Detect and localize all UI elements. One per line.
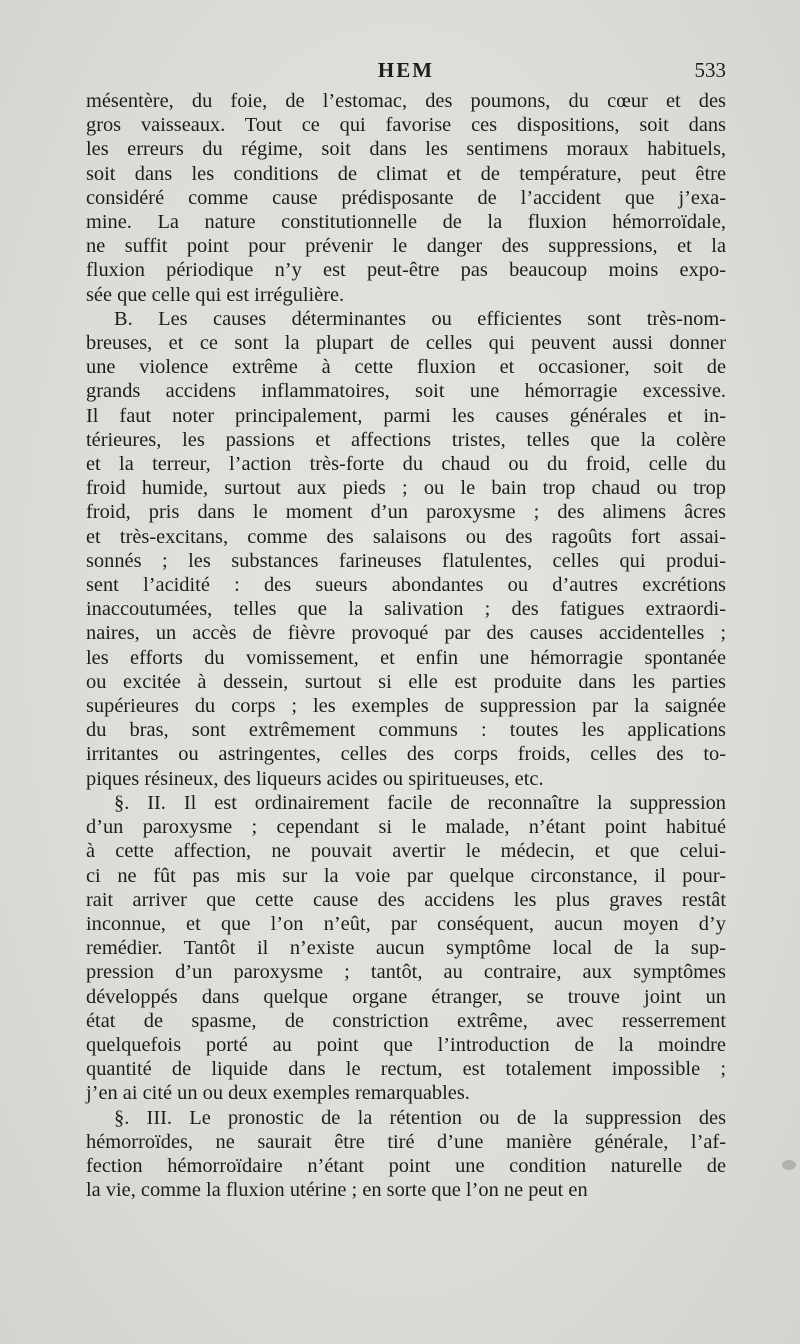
text-line: sée que celle qui est irrégulière. [86, 283, 345, 306]
text-line: remédier. Tantôt il n’existe aucun symptôme local de la sup- [86, 937, 726, 960]
text-line: grands accidens inflammatoires, soit une hémorragie excessive. [86, 380, 726, 403]
text-line: rait arriver que cette cause des accidens les plus graves restât [86, 888, 726, 911]
text-line: ou excitée à dessein, surtout si elle est produite dans les parties [86, 670, 726, 693]
text-line: et très-excitans, comme des salaisons ou des ragoûts fort assai- [86, 525, 726, 548]
text-line: gros vaisseaux. Tout ce qui favorise ces dispositions, soit dans [86, 114, 726, 137]
paragraph [86, 791, 726, 1106]
text-line: irritantes ou astringentes, celles des corps froids, celles des to- [86, 743, 726, 766]
text-line: considéré comme cause prédisposante de l’accident que j’exa- [86, 186, 726, 209]
running-head: HEM [377, 58, 435, 82]
paragraph [86, 1106, 726, 1203]
text-line: Il faut noter principalement, parmi les causes générales et in- [86, 404, 726, 427]
text-line: B. Les causes déterminantes ou efficientes sont très-nom- [114, 307, 726, 330]
text-line: inconnue, et que l’on n’eût, par conséquent, aucun moyen d’y [86, 912, 726, 935]
text-line: mésentère, du foie, de l’estomac, des poumons, du cœur et des [86, 90, 726, 112]
text-line: à cette affection, ne pouvait avertir le médecin, et que celui- [86, 840, 726, 863]
text-line: quelquefois porté au point que l’introduction de la moindre [86, 1033, 726, 1056]
text-line: mine. La nature constitutionnelle de la fluxion hémorroïdale, [86, 211, 726, 234]
text-line: les erreurs du régime, soit dans les sentimens moraux habituels, [86, 138, 726, 161]
text-line: breuses, et ce sont la plupart de celles qui peuvent aussi donner [86, 332, 726, 355]
text-line: et la terreur, l’action très-forte du chaud ou du froid, celle du [86, 453, 726, 476]
text-line: d’un paroxysme ; cependant si le malade, n’étant point habitué [86, 816, 726, 839]
text-line: fluxion périodique n’y est peut-être pas beaucoup moins expo- [86, 259, 726, 282]
text-line: soit dans les conditions de climat et de température, peut être [86, 162, 726, 185]
paragraph [86, 89, 726, 307]
text-line: du bras, sont extrêmement communs : toutes les applications [86, 719, 726, 742]
text-line: naires, un accès de fièvre provoqué par des causes accidentelles ; [86, 622, 726, 645]
text-line: ne suffit point pour prévenir le danger des suppressions, et la [86, 235, 726, 258]
page-number: 533 [694, 58, 726, 82]
paragraph [86, 307, 726, 791]
text-line: ci ne fût pas mis sur la voie par quelque circonstance, il pour- [86, 864, 726, 887]
text-line: térieures, les passions et affections tristes, telles que la colère [86, 428, 726, 451]
text-line: supérieures du corps ; les exemples de suppression par la saignée [86, 695, 726, 718]
text-line: froid, pris dans le moment d’un paroxysme ; des alimens âcres [86, 501, 726, 524]
text-line: pression d’un paroxysme ; tantôt, au contraire, aux symptômes [86, 961, 726, 984]
text-line: §. III. Le pronostic de la rétention ou de la suppression des [114, 1106, 726, 1129]
text-line: piques résineux, des liqueurs acides ou spiritueuses, etc. [86, 767, 544, 790]
text-line: §. II. Il est ordinairement facile de reconnaître la suppression [114, 791, 726, 814]
text-line: une violence extrême à cette fluxion et occasioner, soit de [86, 356, 726, 379]
text-line: inaccoutumées, telles que la salivation ; des fatigues extraordi- [86, 598, 726, 621]
text-line: hémorroïdes, ne saurait être tiré d’une manière générale, l’af- [86, 1130, 726, 1153]
text-line: les efforts du vomissement, et enfin une hémorragie spontanée [86, 646, 726, 669]
ink-stain [782, 1160, 796, 1170]
page-header [86, 58, 726, 86]
text-line: j’en ai cité un ou deux exemples remarquables. [86, 1082, 470, 1105]
text-line: la vie, comme la fluxion utérine ; en sorte que l’on ne peut en [86, 1179, 588, 1202]
text-line: état de spasme, de constriction extrême, avec resserrement [86, 1009, 726, 1032]
text-line: développés dans quelque organe étranger, se trouve joint un [86, 985, 726, 1008]
text-line: sonnés ; les substances farineuses flatulentes, celles qui produi- [86, 549, 726, 572]
text-line: fection hémorroïdaire n’étant point une condition naturelle de [86, 1154, 726, 1177]
text-line: quantité de liquide dans le rectum, est totalement impossible ; [86, 1058, 726, 1081]
text-line: froid humide, surtout aux pieds ; ou le bain trop chaud ou trop [86, 477, 726, 500]
text-line: sent l’acidité : des sueurs abondantes ou d’autres excrétions [86, 574, 726, 597]
body-text [86, 89, 726, 1202]
